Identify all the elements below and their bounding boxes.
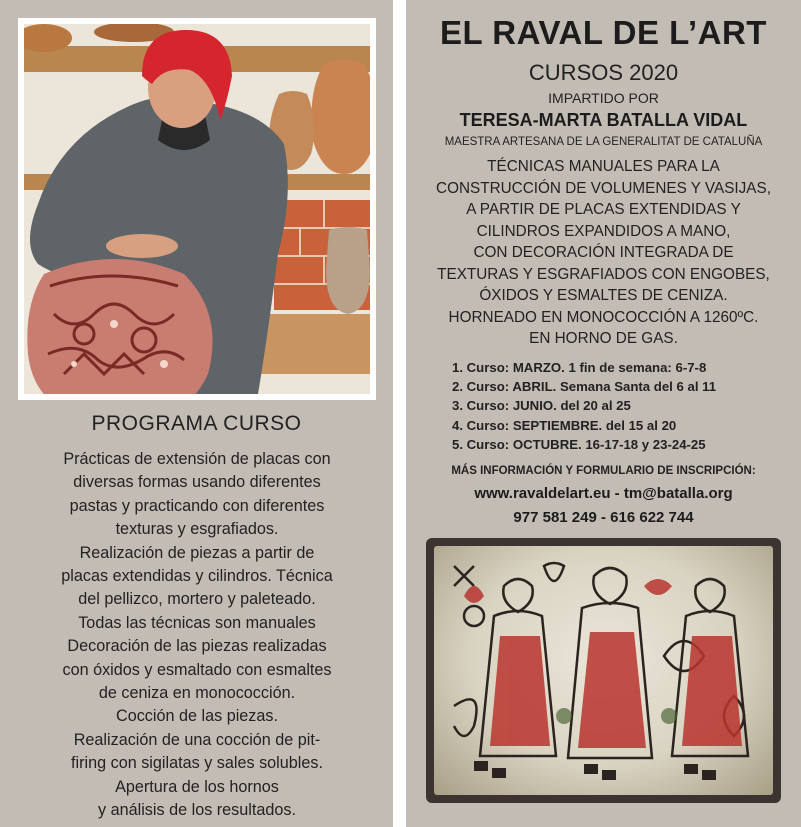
course-item: 3. Curso: JUNIO. del 20 al 25	[452, 398, 631, 414]
program-line: con óxidos y esmaltado con esmaltes	[62, 660, 332, 679]
ceramic-tile-image	[434, 546, 773, 795]
teacher-role: MAESTRA ARTESANA DE LA GENERALITAT DE CATALUÑA	[444, 136, 763, 148]
course-item: 2. Curso: ABRIL. Semana Santa del 6 al 11	[452, 379, 717, 395]
artisan-photo	[24, 24, 370, 394]
program-description	[18, 448, 376, 823]
program-line: del pellizco, mortero y paleteado.	[78, 590, 316, 609]
main-title: EL RAVAL DE L’ART	[440, 14, 767, 51]
technique-line: A PARTIR DE PLACAS EXTENDIDAS Y	[466, 201, 741, 218]
technique-line: CONSTRUCCIÓN DE VOLUMENES Y VASIJAS,	[436, 179, 771, 197]
impartido-label: IMPARTIDO POR	[548, 90, 659, 106]
technique-line: EN HORNO DE GAS.	[529, 330, 678, 347]
program-line: Prácticas de extensión de placas con	[63, 450, 331, 468]
program-line: Realización de una cocción de pit-	[73, 730, 321, 749]
course-item: 4. Curso: SEPTIEMBRE. del 15 al 20	[452, 417, 677, 433]
ceramic-tile-frame	[426, 538, 781, 803]
program-line: placas extendidas y cilindros. Técnica	[61, 567, 333, 586]
subtitle: CURSOS 2020	[528, 60, 679, 85]
program-line: y análisis de los resultados.	[98, 801, 296, 820]
phone-numbers: 977 581 249 - 616 622 744	[513, 509, 694, 526]
technique-line: CON DECORACIÓN INTEGRADA DE	[473, 244, 734, 261]
technique-line: HORNEADO EN MONOCOCCIÓN A 1260ºC.	[448, 308, 759, 326]
program-line: texturas y esgrafiados.	[115, 520, 279, 539]
technique-line: CILINDROS EXPANDIDOS A MANO,	[476, 222, 731, 240]
program-line: diversas formas usando diferentes	[73, 473, 321, 492]
website-email-link[interactable]: www.ravaldelart.eu - tm@batalla.org	[474, 485, 733, 502]
program-line: firing con sigilatas y sales solubles.	[71, 754, 323, 773]
program-line: Realización de piezas a partir de	[79, 543, 315, 562]
technique-description	[406, 156, 801, 350]
photo-frame	[18, 18, 376, 400]
teacher-name: TERESA-MARTA BATALLA VIDAL	[459, 110, 748, 130]
ceramic-tile-illustration	[434, 546, 773, 795]
program-title: PROGRAMA CURSO	[91, 412, 302, 435]
program-line: Decoración de las piezas realizadas	[67, 637, 327, 656]
course-item: 5. Curso: OCTUBRE. 16-17-18 y 23-24-25	[452, 436, 706, 452]
artisan-photo-illustration	[24, 24, 370, 394]
program-line: Apertura de los hornos	[115, 777, 279, 796]
more-info-label: MÁS INFORMACIÓN Y FORMULARIO DE INSCRIPCIÓN:	[451, 465, 756, 477]
left-panel	[0, 0, 393, 827]
technique-line: TÉCNICAS MANUALES PARA LA	[487, 158, 720, 175]
program-line: pastas y practicando con diferentes	[69, 496, 325, 515]
technique-line: TEXTURAS Y ESGRAFIADOS CON ENGOBES,	[437, 265, 770, 283]
program-line: Cocción de las piezas.	[116, 707, 278, 726]
course-item: 1. Curso: MARZO. 1 fin de semana: 6-7-8	[452, 360, 707, 375]
course-list	[452, 358, 716, 454]
program-line: de ceniza en monococción.	[98, 684, 296, 703]
technique-line: ÓXIDOS Y ESMALTES DE CENIZA.	[479, 287, 728, 304]
program-line: Todas las técnicas son manuales	[78, 613, 316, 632]
right-panel	[406, 0, 801, 827]
